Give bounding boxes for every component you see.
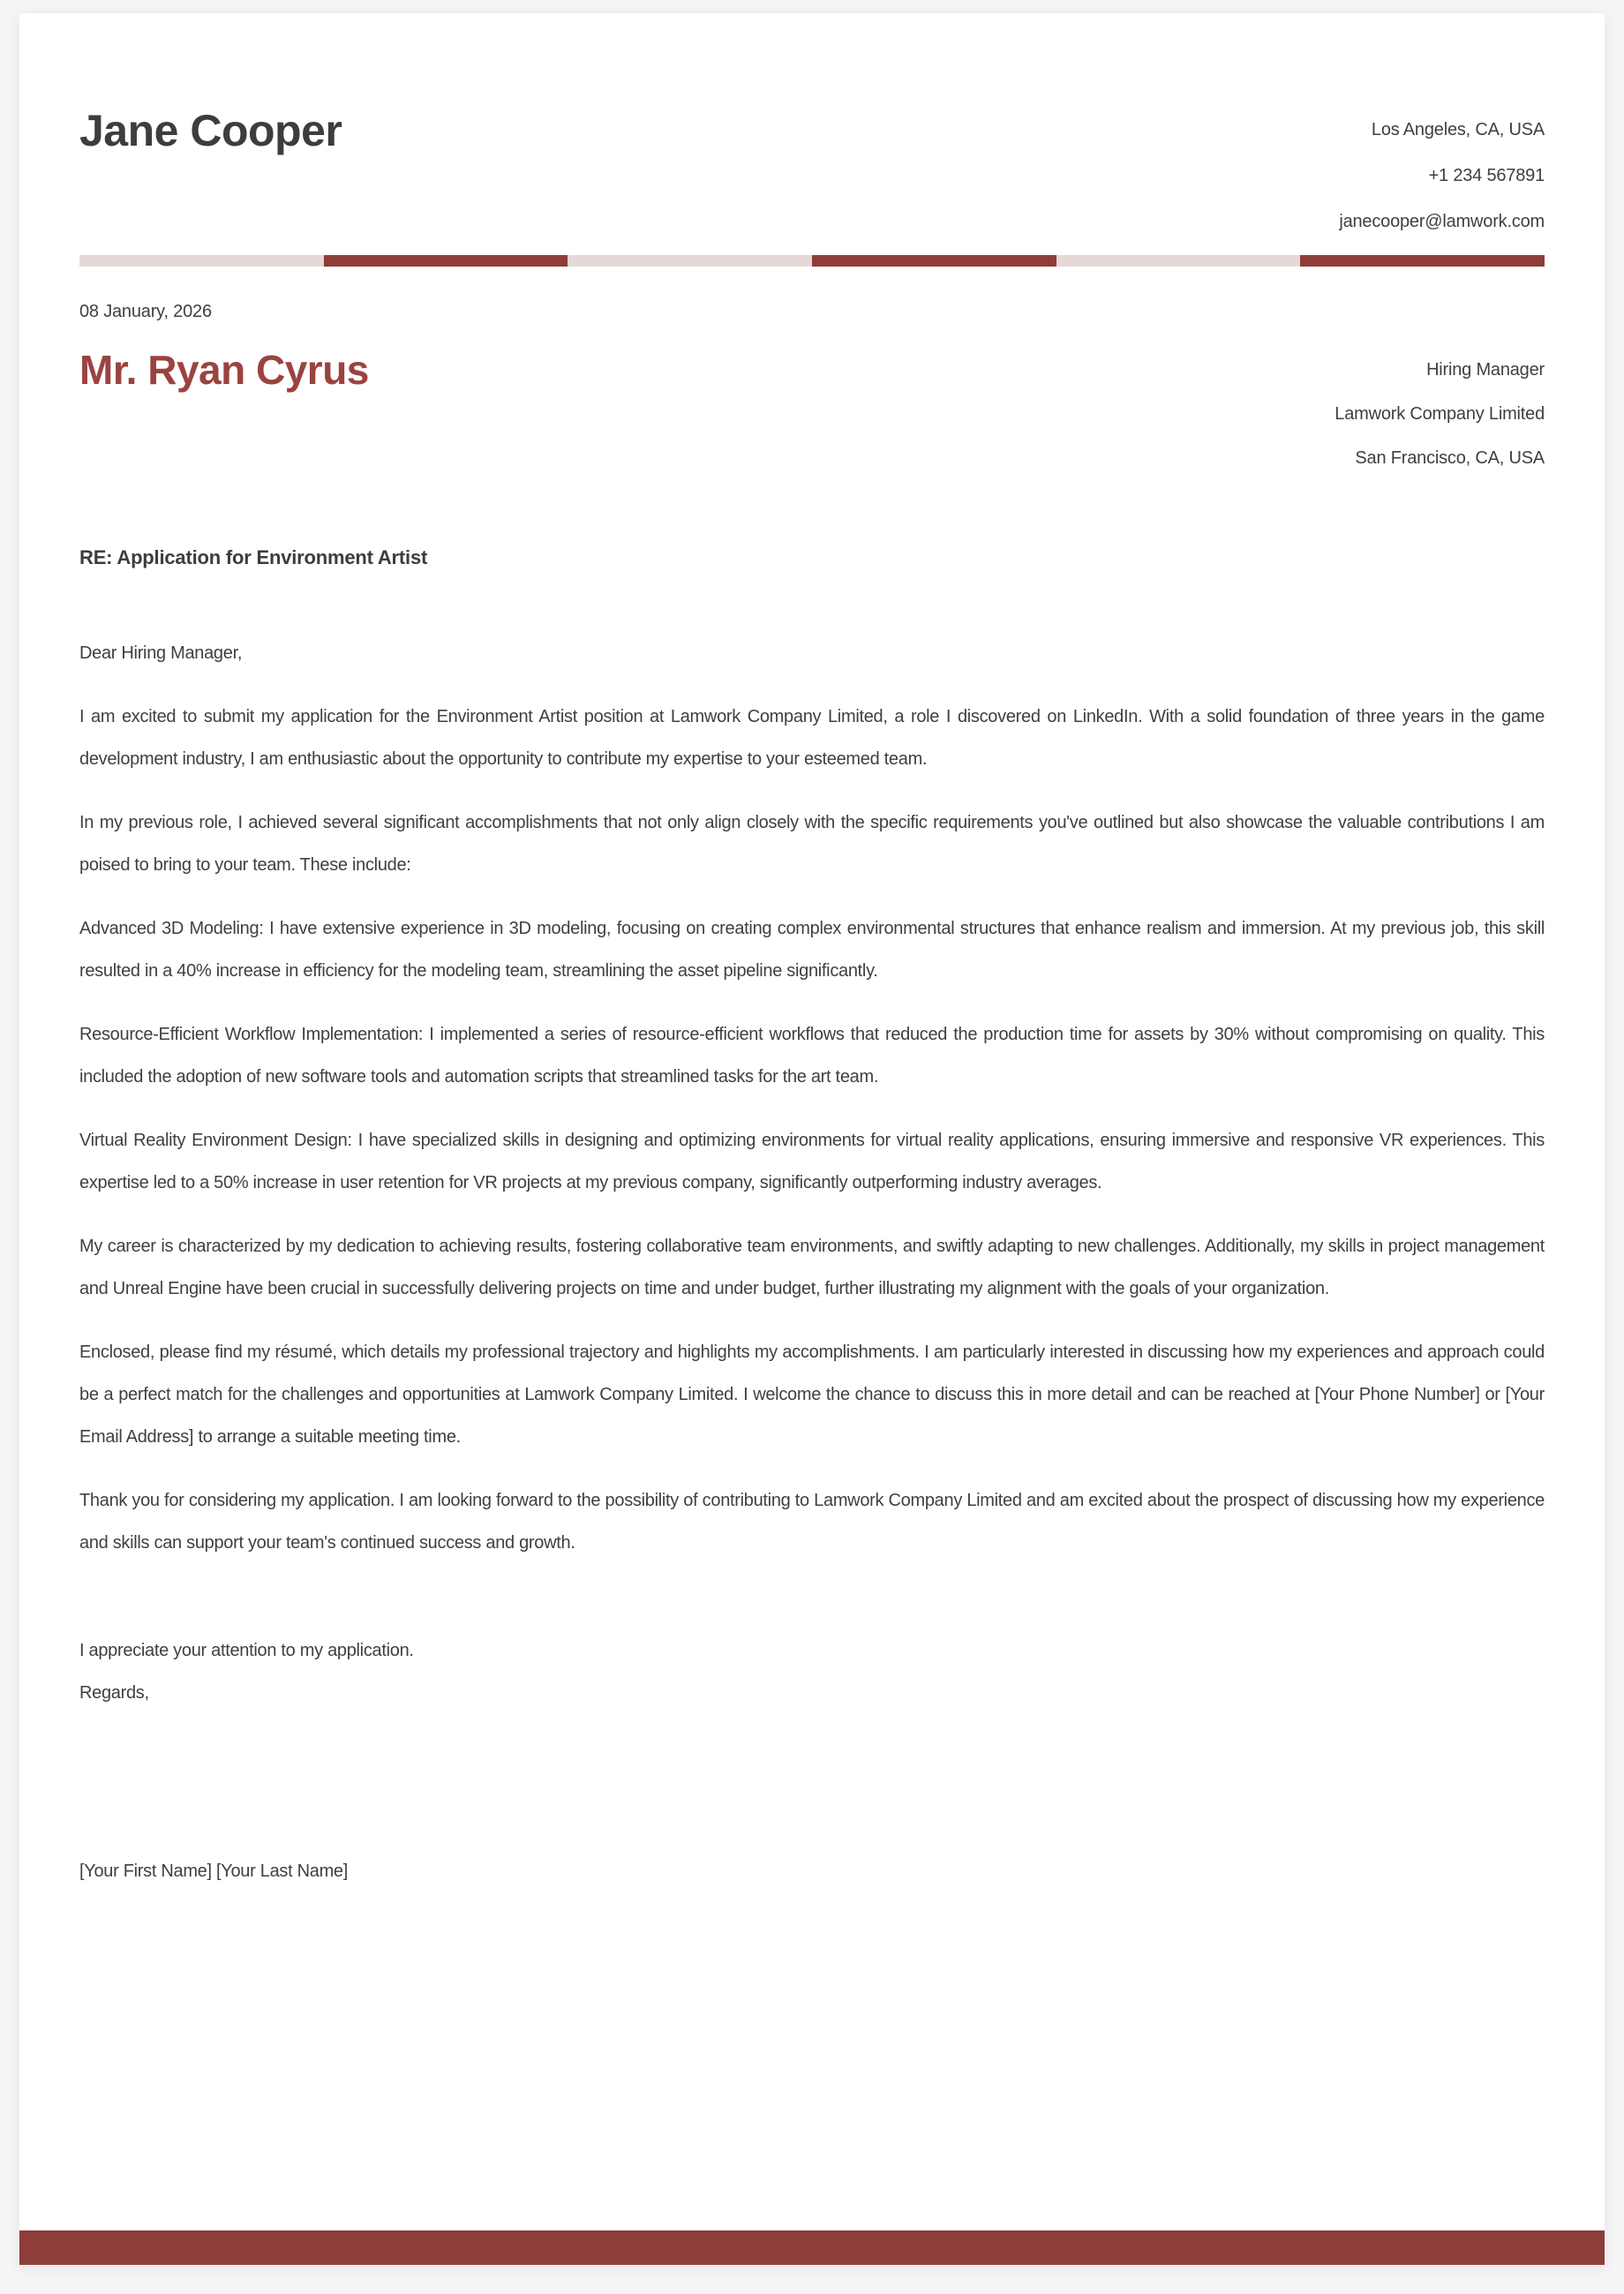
divider-segment <box>812 255 1056 267</box>
divider-segment <box>568 255 812 267</box>
closing-block <box>79 1629 1545 1714</box>
sender-email: janecooper@lamwork.com <box>1339 212 1545 231</box>
closing-salutation: Regards, <box>79 1683 149 1703</box>
sender-phone: +1 234 567891 <box>1428 166 1545 185</box>
sender-contact-block <box>1339 107 1545 244</box>
recipient-details <box>1335 348 1545 480</box>
letter-date: 08 January, 2026 <box>79 302 212 321</box>
closing-line: I appreciate your attention to my application. <box>79 1641 414 1660</box>
divider-segment <box>1300 255 1545 267</box>
body-paragraph: In my previous role, I achieved several significant accomplishments that not only align closely with the specific requirements you've outlined but also showcase the valuable contributions I am poised to bring to your team. These include: <box>79 813 1545 875</box>
sender-location: Los Angeles, CA, USA <box>1371 120 1545 139</box>
divider-segment <box>1056 255 1301 267</box>
footer-accent-bar <box>19 2230 1605 2265</box>
recipient-company: Lamwork Company Limited <box>1335 404 1545 424</box>
divider-bar <box>79 255 1545 267</box>
body-paragraph: Enclosed, please find my résumé, which details my professional trajectory and highlights my accomplishments. I am particularly interested in discussing how my experiences and approach could be a perfect match for the challenges and opportunities at Lamwork Company Limited. I welcome the chance to discuss this in more detail and can be reached at [Your Phone Number] or [Your Email Address] to arrange a suitable meeting time. <box>79 1343 1545 1447</box>
letter-header <box>79 107 1545 244</box>
sender-name: Jane Cooper <box>79 106 342 155</box>
bottom-spacer <box>19 1892 1605 2230</box>
recipient-title: Hiring Manager <box>1426 360 1545 380</box>
letter-page-card <box>19 13 1605 2265</box>
body-paragraph: Thank you for considering my application. I am looking forward to the possibility of contributing to Lamwork Company Limited and am excited about the prospect of discussing how my experience and skills can support your team's continued success and growth. <box>79 1491 1545 1553</box>
body-paragraph: Advanced 3D Modeling: I have extensive experience in 3D modeling, focusing on creating complex environmental structures that enhance realism and immersion. At my previous job, this skill resulted in a 40% increase in efficiency for the modeling team, streamlining the asset pipeline significantly. <box>79 919 1545 981</box>
recipient-block <box>79 348 1545 480</box>
signature-placeholder: [Your First Name] [Your Last Name] <box>79 1862 349 1881</box>
recipient-location: San Francisco, CA, USA <box>1355 448 1545 468</box>
body-paragraph: I am excited to submit my application for the Environment Artist position at Lamwork Company Limited, a role I discovered on LinkedIn. With a solid foundation of three years in the game development industry, I am enthusiastic about the opportunity to contribute my expertise to your esteemed team. <box>79 707 1545 769</box>
recipient-name: Mr. Ryan Cyrus <box>79 347 369 393</box>
divider-segment <box>324 255 568 267</box>
body-paragraph: My career is characterized by my dedication to achieving results, fostering collaborative team environments, and swiftly adapting to new challenges. Additionally, my skills in project management and Unreal Engine have been crucial in successfully delivering projects on time and under budget, further illustrating my alignment with the goals of your organization. <box>79 1237 1545 1298</box>
salutation: Dear Hiring Manager, <box>79 643 243 663</box>
body-paragraph: Virtual Reality Environment Design: I have specialized skills in designing and optimizing environments for virtual reality applications, ensuring immersive and responsive VR experiences. This expertise led to a 50% increase in user retention for VR projects at my previous company, significantly outperforming industry averages. <box>79 1131 1545 1192</box>
divider-segment <box>79 255 324 267</box>
page-background <box>0 13 1624 2294</box>
subject-line: RE: Application for Environment Artist <box>79 546 428 568</box>
letter-content <box>19 13 1605 1892</box>
body-paragraph: Resource-Efficient Workflow Implementation: I implemented a series of resource-efficient workflows that reduced the production time for assets by 30% without compromising on quality. This included the adoption of new software tools and automation scripts that streamlined tasks for the art team. <box>79 1025 1545 1087</box>
